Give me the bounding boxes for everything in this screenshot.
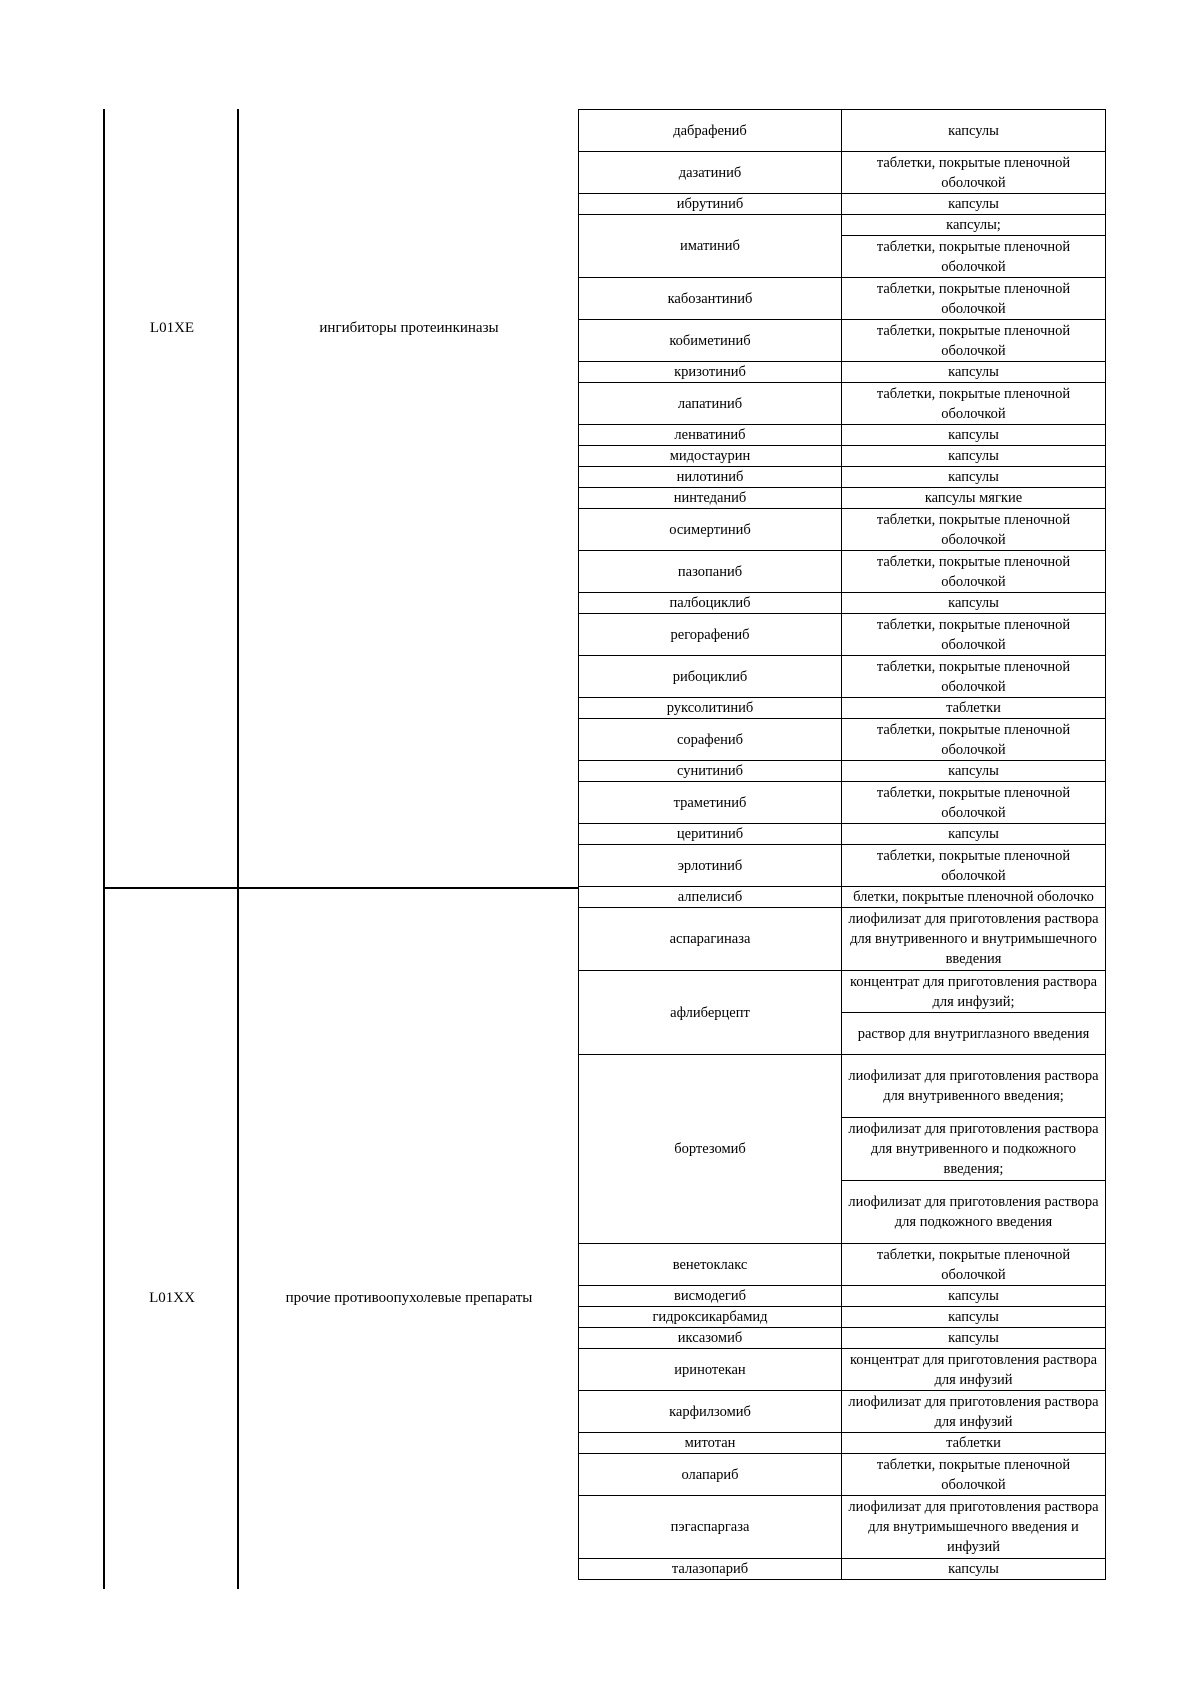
dosage-form-cell: лиофилизат для приготовления раствора для внутривенного и внутримышечного введения	[842, 908, 1106, 971]
drug-name-cell: дабрафениб	[579, 110, 842, 152]
table-row	[579, 1454, 1106, 1496]
table-row	[579, 593, 1106, 614]
drug-name-cell: регорафениб	[579, 614, 842, 656]
drug-name-cell: карфилзомиб	[579, 1391, 842, 1433]
atc-code-l01xe: L01XE	[149, 320, 195, 336]
table-row	[579, 761, 1106, 782]
dosage-form-cell: капсулы	[842, 467, 1106, 488]
table-row	[579, 698, 1106, 719]
drug-name-cell: митотан	[579, 1433, 842, 1454]
drug-name-cell: иринотекан	[579, 1349, 842, 1391]
table-row	[579, 824, 1106, 845]
drug-name-cell: алпелисиб	[579, 887, 842, 908]
drug-name-cell: венетоклакс	[579, 1244, 842, 1286]
drug-name-cell: бортезомиб	[579, 1055, 842, 1244]
atc-code-l01xx: L01XX	[149, 1290, 195, 1306]
drug-name-cell: лапатиниб	[579, 383, 842, 425]
table-row	[579, 446, 1106, 467]
dosage-form-cell: капсулы	[842, 593, 1106, 614]
table-row	[579, 1055, 1106, 1118]
drug-name-cell: рибоциклиб	[579, 656, 842, 698]
dosage-form-cell: таблетки, покрытые пленочной оболочкой	[842, 236, 1106, 278]
table-row	[579, 551, 1106, 593]
left-border-line	[103, 109, 105, 1589]
table-row	[579, 1559, 1106, 1580]
dosage-form-cell: таблетки, покрытые пленочной оболочкой	[842, 845, 1106, 887]
table-row	[579, 509, 1106, 551]
table-row	[579, 278, 1106, 320]
dosage-form-cell: капсулы	[842, 425, 1106, 446]
drug-name-cell: олапариб	[579, 1454, 842, 1496]
dosage-form-cell: капсулы	[842, 761, 1106, 782]
dosage-form-cell: лиофилизат для приготовления раствора для инфузий	[842, 1391, 1106, 1433]
drug-name-cell: нинтеданиб	[579, 488, 842, 509]
dosage-form-cell: таблетки, покрытые пленочной оболочкой	[842, 278, 1106, 320]
drug-name-cell: мидостаурин	[579, 446, 842, 467]
dosage-form-cell: таблетки, покрытые пленочной оболочкой	[842, 719, 1106, 761]
dosage-form-cell: капсулы;	[842, 215, 1106, 236]
dosage-form-cell: таблетки, покрытые пленочной оболочкой	[842, 614, 1106, 656]
table-row	[579, 1244, 1106, 1286]
drug-name-cell: эрлотиниб	[579, 845, 842, 887]
dosage-form-cell: таблетки	[842, 1433, 1106, 1454]
dosage-form-cell: капсулы	[842, 362, 1106, 383]
drug-name-cell: дазатиниб	[579, 152, 842, 194]
drug-name-cell: нилотиниб	[579, 467, 842, 488]
dosage-form-cell: лиофилизат для приготовления раствора для внутримышечного введения и инфузий	[842, 1496, 1106, 1559]
table-row	[579, 782, 1106, 824]
dosage-form-cell: капсулы	[842, 1328, 1106, 1349]
table-row	[579, 845, 1106, 887]
drug-name-cell: висмодегиб	[579, 1286, 842, 1307]
table-row	[579, 1349, 1106, 1391]
drug-name-cell: траметиниб	[579, 782, 842, 824]
drug-name-cell: пазопаниб	[579, 551, 842, 593]
table-row	[579, 719, 1106, 761]
dosage-form-cell: таблетки	[842, 698, 1106, 719]
table-row	[579, 467, 1106, 488]
drug-name-cell: аспарагиназа	[579, 908, 842, 971]
table-row	[579, 425, 1106, 446]
dosage-form-cell: капсулы мягкие	[842, 488, 1106, 509]
drug-name-cell: иксазомиб	[579, 1328, 842, 1349]
dosage-form-cell: таблетки, покрытые пленочной оболочкой	[842, 152, 1106, 194]
dosage-form-cell: капсулы	[842, 1286, 1106, 1307]
table-row	[579, 1391, 1106, 1433]
dosage-form-cell: таблетки, покрытые пленочной оболочкой	[842, 320, 1106, 362]
drug-name-cell: осимертиниб	[579, 509, 842, 551]
dosage-form-cell: таблетки, покрытые пленочной оболочкой	[842, 509, 1106, 551]
drug-name-cell: руксолитиниб	[579, 698, 842, 719]
dosage-form-cell: капсулы	[842, 1307, 1106, 1328]
dosage-form-cell: таблетки, покрытые пленочной оболочкой	[842, 656, 1106, 698]
dosage-form-cell: капсулы	[842, 194, 1106, 215]
table-row	[579, 614, 1106, 656]
dosage-form-cell: капсулы	[842, 1559, 1106, 1580]
drug-name-cell: кобиметиниб	[579, 320, 842, 362]
drug-name-cell: ибрутиниб	[579, 194, 842, 215]
table-row	[579, 971, 1106, 1013]
drug-name-cell: ленватиниб	[579, 425, 842, 446]
table-row	[579, 1328, 1106, 1349]
table-row	[579, 656, 1106, 698]
dosage-form-cell: таблетки, покрытые пленочной оболочкой	[842, 1454, 1106, 1496]
dosage-form-cell: лиофилизат для приготовления раствора для внутривенного и подкожного введения;	[842, 1118, 1106, 1181]
table-row	[579, 110, 1106, 152]
table-row	[579, 152, 1106, 194]
dosage-form-cell: таблетки, покрытые пленочной оболочкой	[842, 551, 1106, 593]
dosage-form-cell: лиофилизат для приготовления раствора для подкожного введения	[842, 1181, 1106, 1244]
group-name-l01xx: прочие противоопухолевые препараты	[285, 1290, 533, 1306]
drug-name-cell: пэгаспаргаза	[579, 1496, 842, 1559]
drug-name-cell: сорафениб	[579, 719, 842, 761]
dosage-form-cell: раствор для внутриглазного введения	[842, 1013, 1106, 1055]
drug-name-cell: гидроксикарбамид	[579, 1307, 842, 1328]
drug-name-cell: кабозантиниб	[579, 278, 842, 320]
table-row	[579, 215, 1106, 236]
table-row	[579, 1496, 1106, 1559]
drug-name-cell: афлиберцепт	[579, 971, 842, 1055]
dosage-form-cell: лиофилизат для приготовления раствора для внутривенного введения;	[842, 1055, 1106, 1118]
dosage-form-cell: концентрат для приготовления раствора для инфузий	[842, 1349, 1106, 1391]
table-row	[579, 383, 1106, 425]
table-row	[579, 1307, 1106, 1328]
table-row	[579, 362, 1106, 383]
dosage-form-cell: таблетки, покрытые пленочной оболочкой	[842, 782, 1106, 824]
group-name-l01xe: ингибиторы протеинкиназы	[319, 320, 499, 336]
table-row	[579, 887, 1106, 908]
table-row	[579, 1433, 1106, 1454]
drug-name-cell: палбоциклиб	[579, 593, 842, 614]
dosage-form-cell: капсулы	[842, 446, 1106, 467]
table-row	[579, 1286, 1106, 1307]
dosage-form-cell: таблетки, покрытые пленочной оболочкой	[842, 1244, 1106, 1286]
table-row	[579, 908, 1106, 971]
dosage-form-cell: блетки, покрытые пленочной оболочко	[842, 887, 1106, 908]
table-row	[579, 320, 1106, 362]
section-divider	[103, 887, 578, 889]
dosage-form-cell: таблетки, покрытые пленочной оболочкой	[842, 383, 1106, 425]
drug-name-cell: кризотиниб	[579, 362, 842, 383]
table-row	[579, 194, 1106, 215]
drug-name-cell: талазопариб	[579, 1559, 842, 1580]
drug-table-body	[579, 110, 1106, 1580]
dosage-form-cell: концентрат для приготовления раствора для инфузий;	[842, 971, 1106, 1013]
drug-name-cell: сунитиниб	[579, 761, 842, 782]
drug-name-cell: церитиниб	[579, 824, 842, 845]
dosage-form-cell: капсулы	[842, 110, 1106, 152]
dosage-form-cell: капсулы	[842, 824, 1106, 845]
table-row	[579, 488, 1106, 509]
drug-name-cell: иматиниб	[579, 215, 842, 278]
drug-table	[578, 109, 1106, 1580]
